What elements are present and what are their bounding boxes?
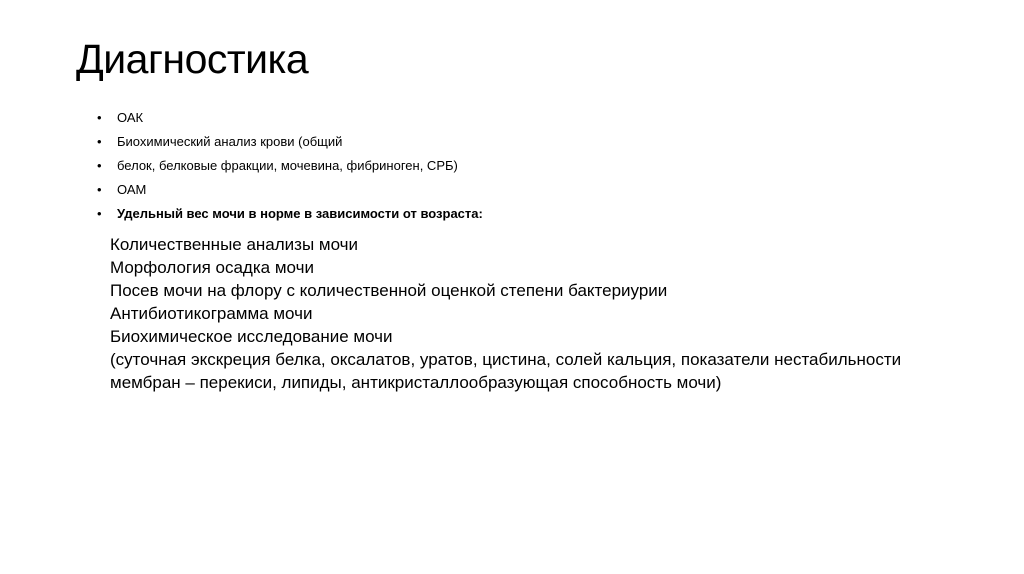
body-line: (суточная экскреция белка, оксалатов, уратов, цистина, солей кальция, показатели нестабильности — [110, 350, 902, 369]
body-line: Посев мочи на флору с количественной оценкой степени бактериурии — [110, 281, 668, 300]
slide-title: Диагностика — [76, 36, 309, 82]
body-line: Количественные анализы мочи — [110, 235, 359, 254]
bullet-item — [97, 202, 483, 226]
body-line: Биохимическое исследование мочи — [110, 327, 393, 346]
bullet-text: ОАМ — [117, 182, 147, 197]
bullet-dot-icon: • — [97, 158, 102, 173]
bullet-dot-icon: • — [97, 134, 102, 149]
body-line: Антибиотикограмма мочи — [110, 304, 313, 323]
bullet-dot-icon: • — [97, 206, 102, 221]
body-line: мембран – перекиси, липиды, антикристаллообразующая способность мочи) — [110, 373, 722, 392]
bullet-dot-icon: • — [97, 182, 102, 197]
bullet-dot-icon: • — [97, 110, 102, 125]
bullet-text: Биохимический анализ крови (общий — [117, 134, 343, 149]
bullet-list — [97, 106, 483, 226]
bullet-text: Удельный вес мочи в норме в зависимости от возраста: — [117, 206, 483, 221]
bullet-item — [97, 106, 483, 130]
bullet-item — [97, 178, 483, 202]
bullet-item — [97, 154, 483, 178]
bullet-text: ОАК — [117, 110, 144, 125]
bullet-item — [97, 130, 483, 154]
bullet-text: белок, белковые фракции, мочевина, фибриноген, СРБ) — [117, 158, 458, 173]
body-line: Морфология осадка мочи — [110, 258, 314, 277]
body-text-block — [110, 233, 901, 394]
